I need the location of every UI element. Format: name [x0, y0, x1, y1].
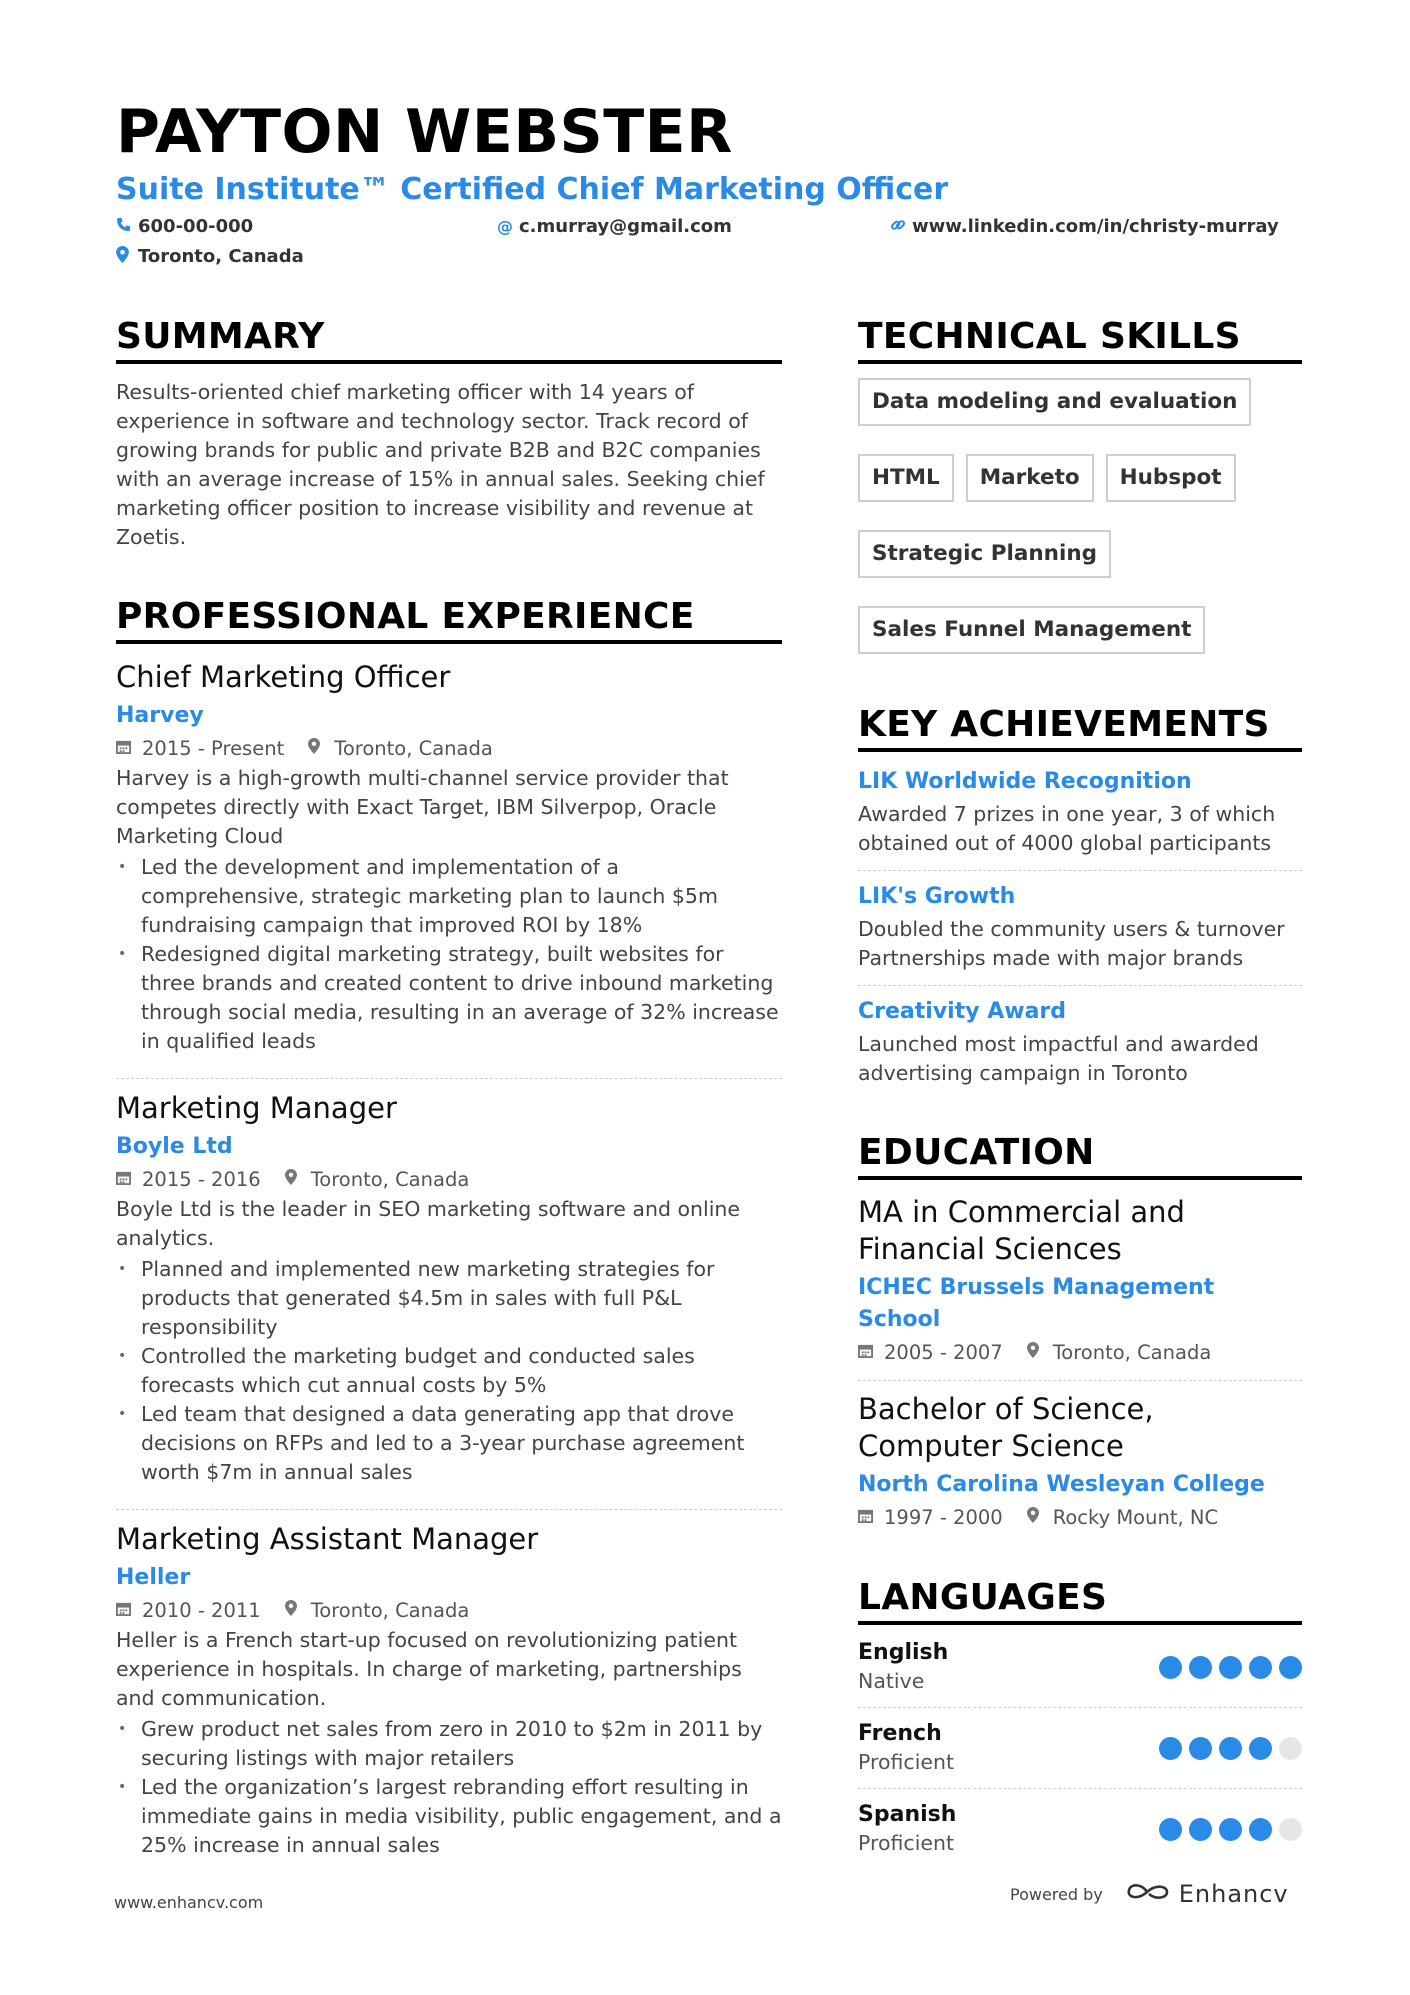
- education-section: [858, 1132, 1302, 1533]
- achievement-description: Launched most impactful and awarded advertising campaign in Toronto: [858, 1032, 1259, 1085]
- job-meta: [116, 1165, 782, 1195]
- right-column: [858, 316, 1302, 1867]
- rating-dot-filled: [1249, 1656, 1272, 1679]
- achievement-item: [858, 766, 1302, 858]
- bullet-item: • Led team that designed a data generating app that drove decisions on RFPs and led to a 3-year purchase agreement worth $7m in annual sales: [116, 1400, 782, 1487]
- achievement-title: LIK's Growth: [858, 884, 1016, 909]
- candidate-name: PAYTON WEBSTER: [116, 97, 733, 167]
- powered-by-text: Powered by: [1010, 1884, 1103, 1904]
- education-location: Toronto, Canada: [1052, 1341, 1212, 1364]
- phone-icon: [116, 217, 138, 236]
- job-title: Marketing Assistant Manager: [116, 1522, 539, 1556]
- job-location: Toronto, Canada: [310, 1599, 470, 1622]
- rating-dot-filled: [1279, 1656, 1302, 1679]
- bullet-item: • Led the development and implementation of a comprehensive, strategic marketing plan to launch $5m fundraising campaign that improved ROI by 18%: [116, 853, 782, 940]
- calendar-icon: [858, 1503, 884, 1533]
- education-dates: 1997 - 2000: [884, 1506, 1003, 1529]
- rating-dot-filled: [1219, 1656, 1242, 1679]
- contact-phone: [116, 216, 253, 237]
- rating-dot-filled: [1219, 1737, 1242, 1760]
- language-level: Native: [858, 1669, 925, 1693]
- divider: [858, 985, 1302, 986]
- job-dates: 2015 - Present: [142, 737, 285, 760]
- contact-location: [116, 246, 304, 267]
- link-icon: [890, 217, 912, 237]
- location-text: Toronto, Canada: [138, 246, 304, 267]
- language-item: [858, 1639, 1302, 1705]
- job-bullets: [116, 1255, 782, 1487]
- bullet-item: • Planned and implemented new marketing strategies for products that generated $4.5m in sales with full P&L responsibility: [116, 1255, 782, 1342]
- experience-section: [116, 596, 782, 1870]
- resume-header: [116, 96, 1306, 276]
- degree: Bachelor of Science, Computer Science: [858, 1392, 1154, 1463]
- company-name: Heller: [116, 1565, 191, 1590]
- language-name: French: [858, 1721, 942, 1746]
- skill-tag: Hubspot: [1106, 454, 1236, 502]
- divider: [858, 1788, 1302, 1789]
- map-pin-icon: [308, 734, 334, 764]
- contact-email[interactable]: [497, 216, 732, 237]
- rating-dot-filled: [1159, 1737, 1182, 1760]
- rating-dot-filled: [1189, 1737, 1212, 1760]
- job-entry: [116, 658, 782, 1066]
- job-description: Harvey is a high-growth multi-channel service provider that competes directly with Exact Target, IBM Silverpop, Oracle Marketing Cloud: [116, 766, 729, 848]
- skills-list: [858, 378, 1302, 654]
- skill-tag: HTML: [858, 454, 954, 502]
- rating-dot-empty: [1279, 1737, 1302, 1760]
- languages-section: [858, 1577, 1302, 1867]
- email-text[interactable]: c.murray@gmail.com: [519, 216, 732, 237]
- education-dates: 2005 - 2007: [884, 1341, 1003, 1364]
- language-rating: [1159, 1656, 1302, 1679]
- language-name: Spanish: [858, 1802, 957, 1827]
- left-column: [116, 316, 782, 1870]
- summary-section: [116, 316, 782, 552]
- rating-dot-empty: [1279, 1818, 1302, 1841]
- language-name: English: [858, 1640, 949, 1665]
- calendar-icon: [858, 1338, 884, 1368]
- job-dates: 2015 - 2016: [142, 1168, 261, 1191]
- job-location: Toronto, Canada: [310, 1168, 470, 1191]
- brand-name: Enhancv: [1178, 1880, 1289, 1908]
- candidate-title: Suite Institute™ Certified Chief Marketing Officer: [116, 172, 949, 207]
- job-description: Heller is a French start-up focused on revolutionizing patient experience in hospitals. In charge of marketing, partnerships and communication.: [116, 1628, 742, 1710]
- school-name: ICHEC Brussels Management School: [858, 1275, 1215, 1332]
- footer-branding: [1010, 1880, 1289, 1908]
- language-level: Proficient: [858, 1831, 955, 1855]
- job-bullets: [116, 1715, 782, 1860]
- footer-website[interactable]: www.enhancv.com: [114, 1893, 264, 1912]
- divider: [116, 1078, 782, 1079]
- map-pin-icon: [285, 1596, 311, 1626]
- rating-dot-filled: [1249, 1818, 1272, 1841]
- job-description: Boyle Ltd is the leader in SEO marketing software and online analytics.: [116, 1197, 740, 1250]
- achievement-description: Awarded 7 prizes in one year, 3 of which obtained out of 4000 global participants: [858, 802, 1276, 855]
- calendar-icon: [116, 1165, 142, 1195]
- company-name: Boyle Ltd: [116, 1134, 233, 1159]
- job-title: Marketing Manager: [116, 1091, 397, 1125]
- divider: [858, 1380, 1302, 1381]
- rating-dot-filled: [1189, 1818, 1212, 1841]
- education-item: [858, 1194, 1302, 1368]
- calendar-icon: [116, 1596, 142, 1626]
- language-rating: [1159, 1818, 1302, 1841]
- divider: [116, 1509, 782, 1510]
- enhancv-logo-icon: [1125, 1880, 1171, 1908]
- education-meta: [858, 1338, 1302, 1368]
- experience-heading: PROFESSIONAL EXPERIENCE: [116, 596, 782, 644]
- skills-heading: TECHNICAL SKILLS: [858, 316, 1302, 364]
- education-meta: [858, 1503, 1302, 1533]
- contact-linkedin[interactable]: [890, 216, 1279, 237]
- achievements-section: [858, 704, 1302, 1088]
- job-dates: 2010 - 2011: [142, 1599, 261, 1622]
- education-heading: EDUCATION: [858, 1132, 1302, 1180]
- languages-heading: LANGUAGES: [858, 1577, 1302, 1625]
- job-entry: [116, 1089, 782, 1497]
- degree: MA in Commercial and Financial Sciences: [858, 1195, 1185, 1266]
- bullet-item: • Grew product net sales from zero in 2010 to $2m in 2011 by securing listings with major retailers: [116, 1715, 782, 1773]
- skills-section: [858, 316, 1302, 654]
- rating-dot-filled: [1159, 1656, 1182, 1679]
- achievements-heading: KEY ACHIEVEMENTS: [858, 704, 1302, 752]
- language-rating: [1159, 1737, 1302, 1760]
- job-meta: [116, 1596, 782, 1626]
- calendar-icon: [116, 734, 142, 764]
- language-item: [858, 1720, 1302, 1786]
- bullet-item: • Controlled the marketing budget and conducted sales forecasts which cut annual costs by 5%: [116, 1342, 782, 1400]
- job-title: Chief Marketing Officer: [116, 660, 451, 694]
- bullet-item: • Led the organization’s largest rebranding effort resulting in immediate gains in media visibility, public engagement, and a 25% increase in annual sales: [116, 1773, 782, 1860]
- education-item: [858, 1391, 1302, 1533]
- rating-dot-filled: [1249, 1737, 1272, 1760]
- summary-text: Results-oriented chief marketing officer with 14 years of experience in software and technology sector. Track record of growing brands for public and private B2B and B2C companies with an average increase of 15% in annual sales. Seeking chief marketing officer position to increase visibility and revenue at Zoetis.: [116, 380, 765, 549]
- bullet-item: • Redesigned digital marketing strategy, built websites for three brands and created content to drive inbound marketing through social media, resulting in an average of 32% increase in qualified leads: [116, 940, 782, 1056]
- at-icon: @: [497, 217, 513, 236]
- achievement-description: Doubled the community users & turnover Partnerships made with major brands: [858, 917, 1285, 970]
- map-pin-icon: [116, 246, 138, 267]
- company-name: Harvey: [116, 703, 204, 728]
- job-bullets: [116, 853, 782, 1056]
- achievement-title: Creativity Award: [858, 999, 1067, 1024]
- skill-tag: Strategic Planning: [858, 530, 1111, 578]
- map-pin-icon: [1027, 1503, 1053, 1533]
- job-entry: [116, 1520, 782, 1870]
- skill-tag: Sales Funnel Management: [858, 606, 1205, 654]
- divider: [858, 870, 1302, 871]
- phone-text: 600-00-000: [138, 216, 254, 237]
- language-level: Proficient: [858, 1750, 955, 1774]
- job-location: Toronto, Canada: [334, 737, 493, 760]
- job-meta: [116, 734, 782, 764]
- skill-tag: Marketo: [966, 454, 1094, 502]
- skill-tag: Data modeling and evaluation: [858, 378, 1251, 426]
- achievement-title: LIK Worldwide Recognition: [858, 769, 1192, 794]
- language-item: [858, 1801, 1302, 1867]
- map-pin-icon: [1027, 1338, 1053, 1368]
- rating-dot-filled: [1219, 1818, 1242, 1841]
- achievement-item: [858, 881, 1302, 973]
- rating-dot-filled: [1159, 1818, 1182, 1841]
- school-name: North Carolina Wesleyan College: [858, 1472, 1265, 1497]
- summary-heading: SUMMARY: [116, 316, 782, 364]
- contact-info: [116, 216, 1306, 276]
- rating-dot-filled: [1189, 1656, 1212, 1679]
- achievement-item: [858, 996, 1302, 1088]
- education-location: Rocky Mount, NC: [1052, 1506, 1219, 1529]
- linkedin-text[interactable]: www.linkedin.com/in/christy-murray: [912, 216, 1279, 237]
- divider: [858, 1707, 1302, 1708]
- map-pin-icon: [285, 1165, 311, 1195]
